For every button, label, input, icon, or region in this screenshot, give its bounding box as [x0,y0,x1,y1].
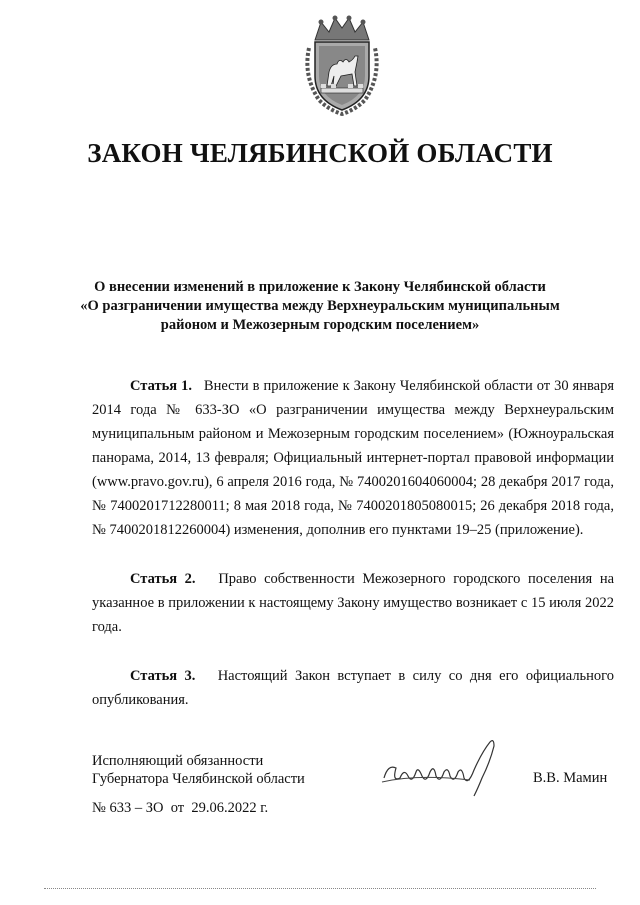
law-number: № 633 – ЗО от 29.06.2022 г. [92,800,269,816]
signer-position [92,752,305,788]
article-2 [92,567,614,639]
article-label: Статья 2. [130,571,196,587]
subject-line: «О разграничении имущества между Верхнеуральским муниципальным [80,298,560,314]
footer-divider [44,888,596,889]
subject-line: О внесении изменений в приложение к Закону Челябинской области [94,279,546,295]
law-title: ЗАКОН ЧЕЛЯБИНСКОЙ ОБЛАСТИ [87,138,553,168]
article-label: Статья 3. [130,668,196,684]
chelyabinsk-coat-of-arms-icon [301,14,383,116]
signer-name: В.В. Мамин [533,770,608,786]
article-label: Статья 1. [130,378,192,394]
signer-position-line: Губернатора Челябинской области [92,771,305,787]
handwritten-signature-icon [378,738,518,798]
law-subject [80,278,560,335]
signer-position-line: Исполняющий обязанности [92,753,264,769]
article-3 [92,664,614,712]
article-text: Право собственности Межозерного городского поселения на указанное в приложении к настоящему Закону имущество возникает с 15 июля 2022 года. [92,571,615,635]
article-1 [92,374,614,542]
subject-line: районом и Межозерным городским поселением» [160,317,480,333]
article-text: Внести в приложение к Закону Челябинской области от 30 января 2014 года № 633-ЗО «О разграничении имущества между Верхнеуральским муниципальным районом и Межозерным городским поселением» (Южноуральская панорама, 2014, 13 февраля; Официальный интернет-портал правовой информации (www.pravo.gov.ru), 6 апреля 2016 года, № 7400201604060004; 28 декабря 2017 года, № 7400201712280011; 8 мая 2018 года, № 7400201805080015; 26 декабря 2018 года, № 7400201812260004) изменения, дополнив его пунктами 19–25 (приложение). [92,378,614,538]
article-text: Настоящий Закон вступает в силу со дня его официального опубликования. [92,668,615,708]
